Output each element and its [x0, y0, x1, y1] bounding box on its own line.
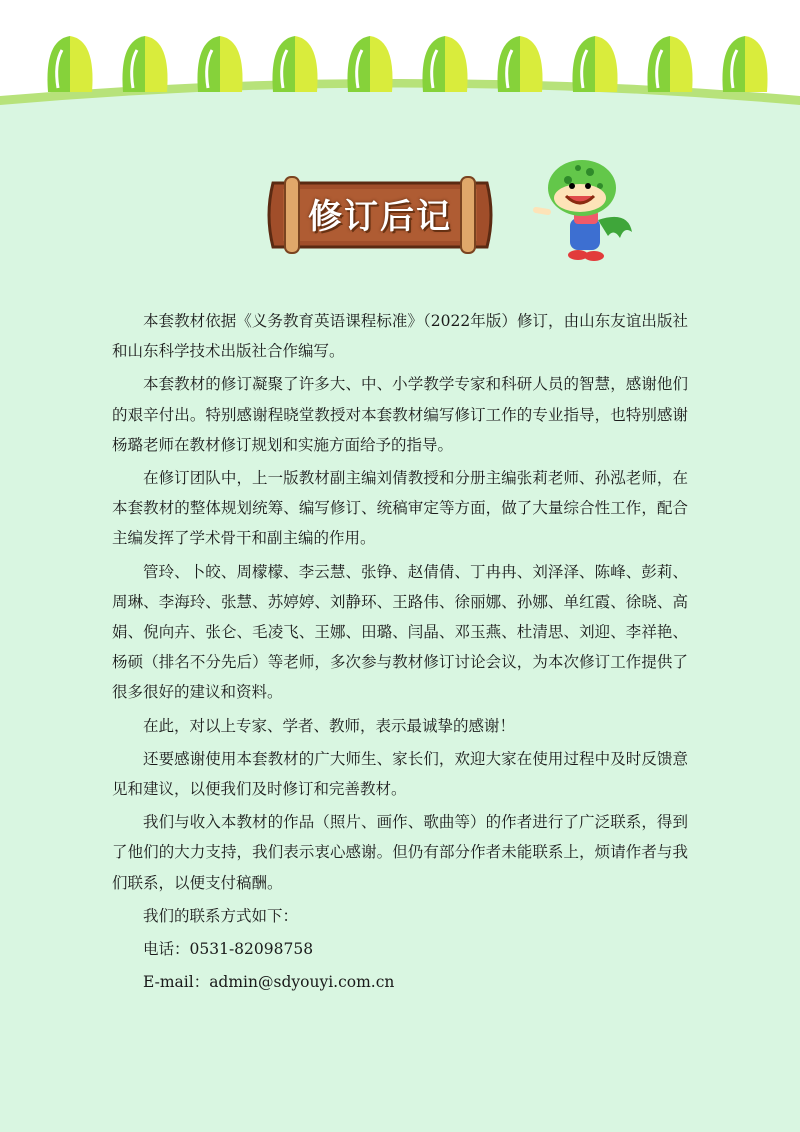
paragraph-team: 在修订团队中，上一版教材副主编刘倩教授和分册主编张莉老师、孙泓老师，在本套教材的整体规划统筹、编写修订、统稿审定等方面，做了大量综合性工作，配合主编发挥了学术骨干和副主编的作用。 [112, 469, 688, 548]
contact-phone: 电话：0531-82098758 [143, 940, 314, 959]
paragraph-users: 还要感谢使用本套教材的广大师生、家长们，欢迎大家在使用过程中及时反馈意见和建议，以便我们及时修订和完善教材。 [112, 749, 688, 799]
paragraph-thanks-experts: 本套教材的修订凝聚了许多大、中、小学教学专家和科研人员的智慧，感谢他们的艰辛付出。特别感谢程晓堂教授对本套教材编写修订工作的专业指导，也特别感谢杨璐老师在教材修订规划和实施方面给予的指导。 [112, 375, 688, 454]
paragraph-teachers: 管玲、卜皎、周檬檬、李云慧、张铮、赵倩倩、丁冉冉、刘泽泽、陈峰、彭莉、周琳、李海玲、张慧、苏婷婷、刘静环、王路伟、徐丽娜、孙娜、单红霞、徐晓、高娟、倪向卉、张仑、毛凌飞、王娜、田璐、闫晶、邓玉燕、杜清思、刘迎、李祥艳、杨硕（排名不分先后）等老师，多次参与教材修订讨论会议，为本次修订工作提供了很多很好的建议和资料。 [112, 562, 688, 702]
paragraph-authors: 我们与收入本教材的作品（照片、画作、歌曲等）的作者进行了广泛联系，得到了他们的大力支持，我们表示衷心感谢。但仍有部分作者未能联系上，烦请作者与我们联系，以便支付稿酬。 [112, 813, 688, 892]
page-title: 修订后记 [308, 197, 452, 237]
paragraph-source: 本套教材依据《义务教育英语课程标准》（2022年版）修订，由山东友谊出版社和山东科学技术出版社合作编写。 [112, 312, 688, 361]
contact-intro: 我们的联系方式如下： [143, 906, 299, 925]
title-sign [255, 175, 505, 255]
frog-mascot-icon [528, 150, 638, 265]
afterword-body [112, 306, 688, 1000]
paragraph-gratitude: 在此，对以上专家、学者、教师，表示最诚挚的感谢！ [143, 716, 516, 735]
top-leaf-band [0, 0, 800, 130]
contact-email[interactable]: E-mail：admin@sdyouyi.com.cn [143, 973, 395, 992]
